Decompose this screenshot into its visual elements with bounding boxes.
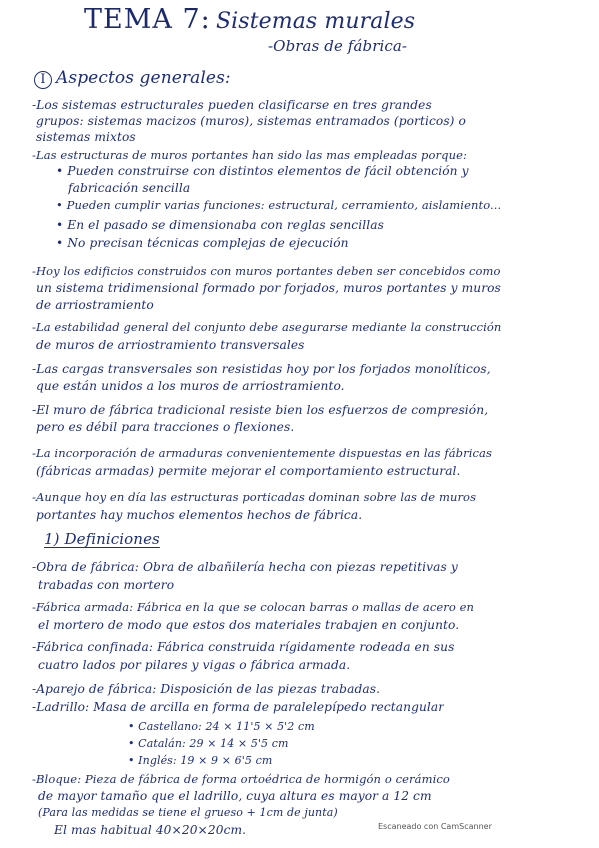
page-subtitle: -Obras de fábrica- <box>268 37 408 55</box>
text-line: • Pueden construirse con distintos elementos de fácil obtención y <box>56 164 469 178</box>
text-line: • Catalán: 29 × 14 × 5'5 cm <box>128 737 289 750</box>
text-line: -Ladrillo: Masa de arcilla en forma de paralelepípedo rectangular <box>32 700 445 714</box>
text-line: de muros de arriostramiento transversales <box>36 338 305 352</box>
text-line: -Fábrica armada: Fábrica en la que se colocan barras o mallas de acero en <box>32 600 475 614</box>
section-2-heading: 1) Definiciones <box>44 530 160 548</box>
text-line: cuatro lados por pilares y vigas o fábrica armada. <box>38 658 351 672</box>
text-line: de arriostramiento <box>36 298 154 312</box>
text-line: de mayor tamaño que el ladrillo, cuya altura es mayor a 12 cm <box>38 789 432 803</box>
section-1-number: I <box>34 71 52 89</box>
text-line: -Los sistemas estructurales pueden clasificarse en tres grandes <box>32 98 432 112</box>
text-line: • Pueden cumplir varias funciones: estructural, cerramiento, aislamiento... <box>56 198 502 212</box>
text-line: -Bloque: Pieza de fábrica de forma ortoédrica de hormigón o cerámico <box>32 772 450 786</box>
text-line: -Las cargas transversales son resistidas hoy por los forjados monolíticos, <box>32 362 491 376</box>
text-line: grupos: sistemas macizos (muros), sistemas entramados (porticos) o <box>36 114 466 128</box>
text-line: • Inglés: 19 × 9 × 6'5 cm <box>128 754 273 767</box>
text-line: trabadas con mortero <box>38 578 175 592</box>
text-line: pero es débil para tracciones o flexiones. <box>36 420 295 434</box>
section-1-title: Aspectos generales: <box>56 68 231 88</box>
text-line: -Hoy los edificios construidos con muros portantes deben ser concebidos como <box>32 264 501 278</box>
text-line: (Para las medidas se tiene el grueso + 1cm de junta) <box>38 806 338 819</box>
text-line: un sistema tridimensional formado por forjados, muros portantes y muros <box>36 281 501 295</box>
text-line: fabricación sencilla <box>68 181 191 195</box>
scanner-watermark: Escaneado con CamScanner <box>378 822 492 831</box>
text-line: -La estabilidad general del conjunto debe asegurarse mediante la construcción <box>32 320 502 334</box>
text-line: portantes hay muchos elementos hechos de fábrica. <box>36 508 363 522</box>
text-line: -El muro de fábrica tradicional resiste bien los esfuerzos de compresión, <box>32 403 489 417</box>
text-line: • En el pasado se dimensionaba con reglas sencillas <box>56 218 384 232</box>
text-line: -Aunque hoy en día las estructuras porticadas dominan sobre las de muros <box>32 490 477 504</box>
text-line: que están unidos a los muros de arriostramiento. <box>36 379 345 393</box>
text-line: -Las estructuras de muros portantes han sido las mas empleadas porque: <box>32 148 467 162</box>
text-line: -La incorporación de armaduras convenientemente dispuestas en las fábricas <box>32 446 492 460</box>
text-line: -Aparejo de fábrica: Disposición de las piezas trabadas. <box>32 682 381 696</box>
text-line: El mas habitual 40×20×20cm. <box>54 823 247 837</box>
text-line: el mortero de modo que estos dos materiales trabajen en conjunto. <box>38 618 460 632</box>
text-line: -Fábrica confinada: Fábrica construida rígidamente rodeada en sus <box>32 640 455 654</box>
section-1-heading <box>34 68 231 89</box>
page-title: Sistemas murales <box>216 9 416 34</box>
text-line: • No precisan técnicas complejas de ejecución <box>56 236 349 250</box>
tema-number: TEMA 7: <box>84 4 211 35</box>
text-line: • Castellano: 24 × 11'5 × 5'2 cm <box>128 720 315 733</box>
text-line: sistemas mixtos <box>36 130 136 144</box>
text-line: (fábricas armadas) permite mejorar el comportamiento estructural. <box>36 464 461 478</box>
text-line: -Obra de fábrica: Obra de albañilería hecha con piezas repetitivas y <box>32 560 458 574</box>
